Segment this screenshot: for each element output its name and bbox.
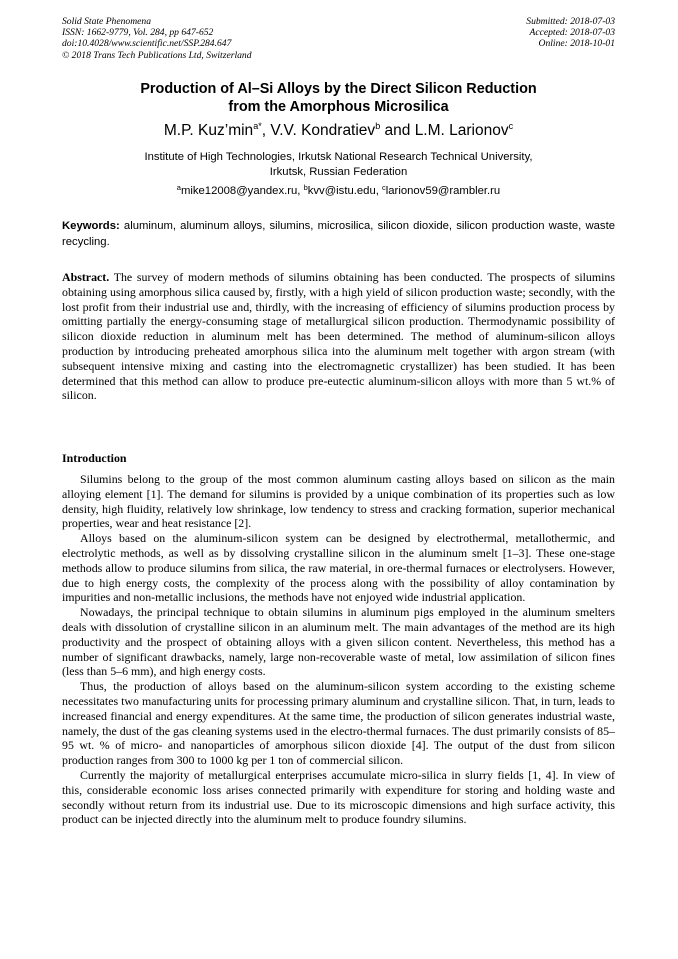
email-marker: c	[382, 183, 386, 192]
abstract-block	[62, 270, 615, 403]
online-date: Online: 2018-10-01	[538, 38, 615, 50]
keywords-text: aluminum, aluminum alloys, silumins, microsilica, silicon dioxide, silicon production waste, waste recycling.	[62, 220, 615, 248]
issn-line: ISSN: 1662-9779, Vol. 284, pp 647-652	[62, 27, 214, 39]
copyright-line: © 2018 Trans Tech Publications Ltd, Switzerland	[62, 49, 252, 61]
keywords-label: Keywords:	[62, 220, 120, 232]
author-name: V.V. Kondratiev	[270, 122, 376, 139]
affiliation-line-2: Irkutsk, Russian Federation	[269, 165, 408, 178]
author-separator: ,	[261, 122, 271, 139]
introduction-body	[62, 472, 615, 827]
author-marker: a*	[253, 121, 262, 131]
author-name: M.P. Kuz’min	[163, 122, 254, 139]
section-heading: Introduction	[62, 451, 127, 465]
email-marker: a	[176, 183, 181, 192]
accepted-date: Accepted: 2018-07-03	[529, 27, 615, 39]
doi-line: doi:10.4028/www.scientific.net/SSP.284.647	[62, 38, 232, 50]
title-line-1: Production of Al–Si Alloys by the Direct Silicon Reduction	[140, 81, 537, 97]
email-address[interactable]: larionov59@rambler.ru	[385, 185, 501, 197]
paragraph: Alloys based on the aluminum-silicon system can be designed by electrothermal, metallothermic, and electrolytic methods, as well as by dissolving crystalline silicon in the aluminum smelt [1–3]. These one-stage methods allow to produce silumins from silica, the raw material, in ore-thermal furnaces or electrolysers. However, due to high energy costs, the complexity of the process along with the possibility of alloy contamination by impurities and non-metallic inclusions, the methods have not enjoyed wide industrial application.	[62, 531, 615, 605]
title-line-2: from the Amorphous Microsilica	[228, 99, 449, 115]
journal-name: Solid State Phenomena	[62, 16, 151, 27]
journal-info	[62, 16, 252, 61]
author-emails	[62, 184, 615, 198]
abstract-text: The survey of modern methods of silumins obtaining has been conducted. The prospects of silumins obtaining using amorphous silica caused by, firstly, with a high yield of silicon production waste; secondly, with the lost profit from their industrial use and, thirdly, with the increasing of efficiency of silumins production process by omitting partially the energy-consuming stage of metallurgical silicon production. Thermodynamic possibility of silicon dioxide reduction in aluminum melt has been determined. The method of aluminum-silicon alloys production by introducing preheated amorphous silica into the aluminum melt together with argon stream (with subsequent intensive mixing and casting into the electromagnetic crystallizer) has been studied. It has been determined that this method can allow to produce pre-eutectic aluminum-silicon alloys with more than 5 wt.% of silicon.	[62, 270, 615, 403]
email-address[interactable]: kvv@istu.edu,	[307, 185, 383, 197]
paragraph: Thus, the production of alloys based on the aluminum-silicon system according to the existing scheme necessitates two manufacturing units for processing primary aluminum and crystalline silicon. That, in turn, leads to increased financial and energy expenditures. At the same time, the production of silicon generates industrial waste, namely, the dust of the gas cleaning systems used in the electro-thermal furnaces. The dust primarily consists of 85–95 wt. % of micro- and nanoparticles of amorphous silicon dioxide [4]. The output of the dust from silicon production ranges from 300 to 1000 kg per 1 ton of commercial silicon.	[62, 679, 615, 768]
email-address[interactable]: mike12008@yandex.ru,	[180, 185, 304, 197]
author-list	[62, 121, 615, 140]
paper-title	[62, 80, 615, 116]
paragraph: Currently the majority of metallurgical enterprises accumulate micro-silica in slurry fields [1, 4]. In view of this, considerable economic loss arises connected primarily with expenditure for storing and holding waste and secondly without return from its industrial use. Due to its microscopic dimensions and high surface activity, this product can be injected directly into the aluminum melt to produce foundry silumins.	[62, 767, 615, 827]
paragraph: Nowadays, the principal technique to obtain silumins in aluminum pigs employed in the aluminum smelters deals with dissolution of crystalline silicon in an aluminum melt. The main advantages of the method are its high productivity and the prospect of obtaining alloys with a given silicon content. Nevertheless, this method has a number of significant drawbacks, namely, large non-recoverable waste of metal, low assimilation of silicon fines (less than 5–6 mm), and high energy costs.	[62, 605, 615, 679]
submitted-date: Submitted: 2018-07-03	[526, 16, 615, 27]
affiliation	[62, 150, 615, 179]
author-name: L.M. Larionov	[414, 122, 509, 139]
paragraph: Silumins belong to the group of the most common aluminum casting alloys based on silicon as the main alloying element [1]. The demand for silumins is provided by a unique combination of its properties such as low density, high fluidity, relatively low shrinkage, low tendency to stress and cracking formation, superior mechanical properties, wear and heat resistance [2].	[62, 472, 615, 531]
author-marker: c	[508, 121, 514, 131]
abstract-label: Abstract.	[62, 270, 110, 284]
submission-dates	[526, 16, 615, 50]
author-separator: and	[380, 122, 415, 139]
keywords-block	[62, 219, 615, 250]
author-marker: b	[375, 121, 381, 131]
email-marker: b	[303, 183, 308, 192]
affiliation-line-1: Institute of High Technologies, Irkutsk National Research Technical University,	[144, 151, 533, 163]
